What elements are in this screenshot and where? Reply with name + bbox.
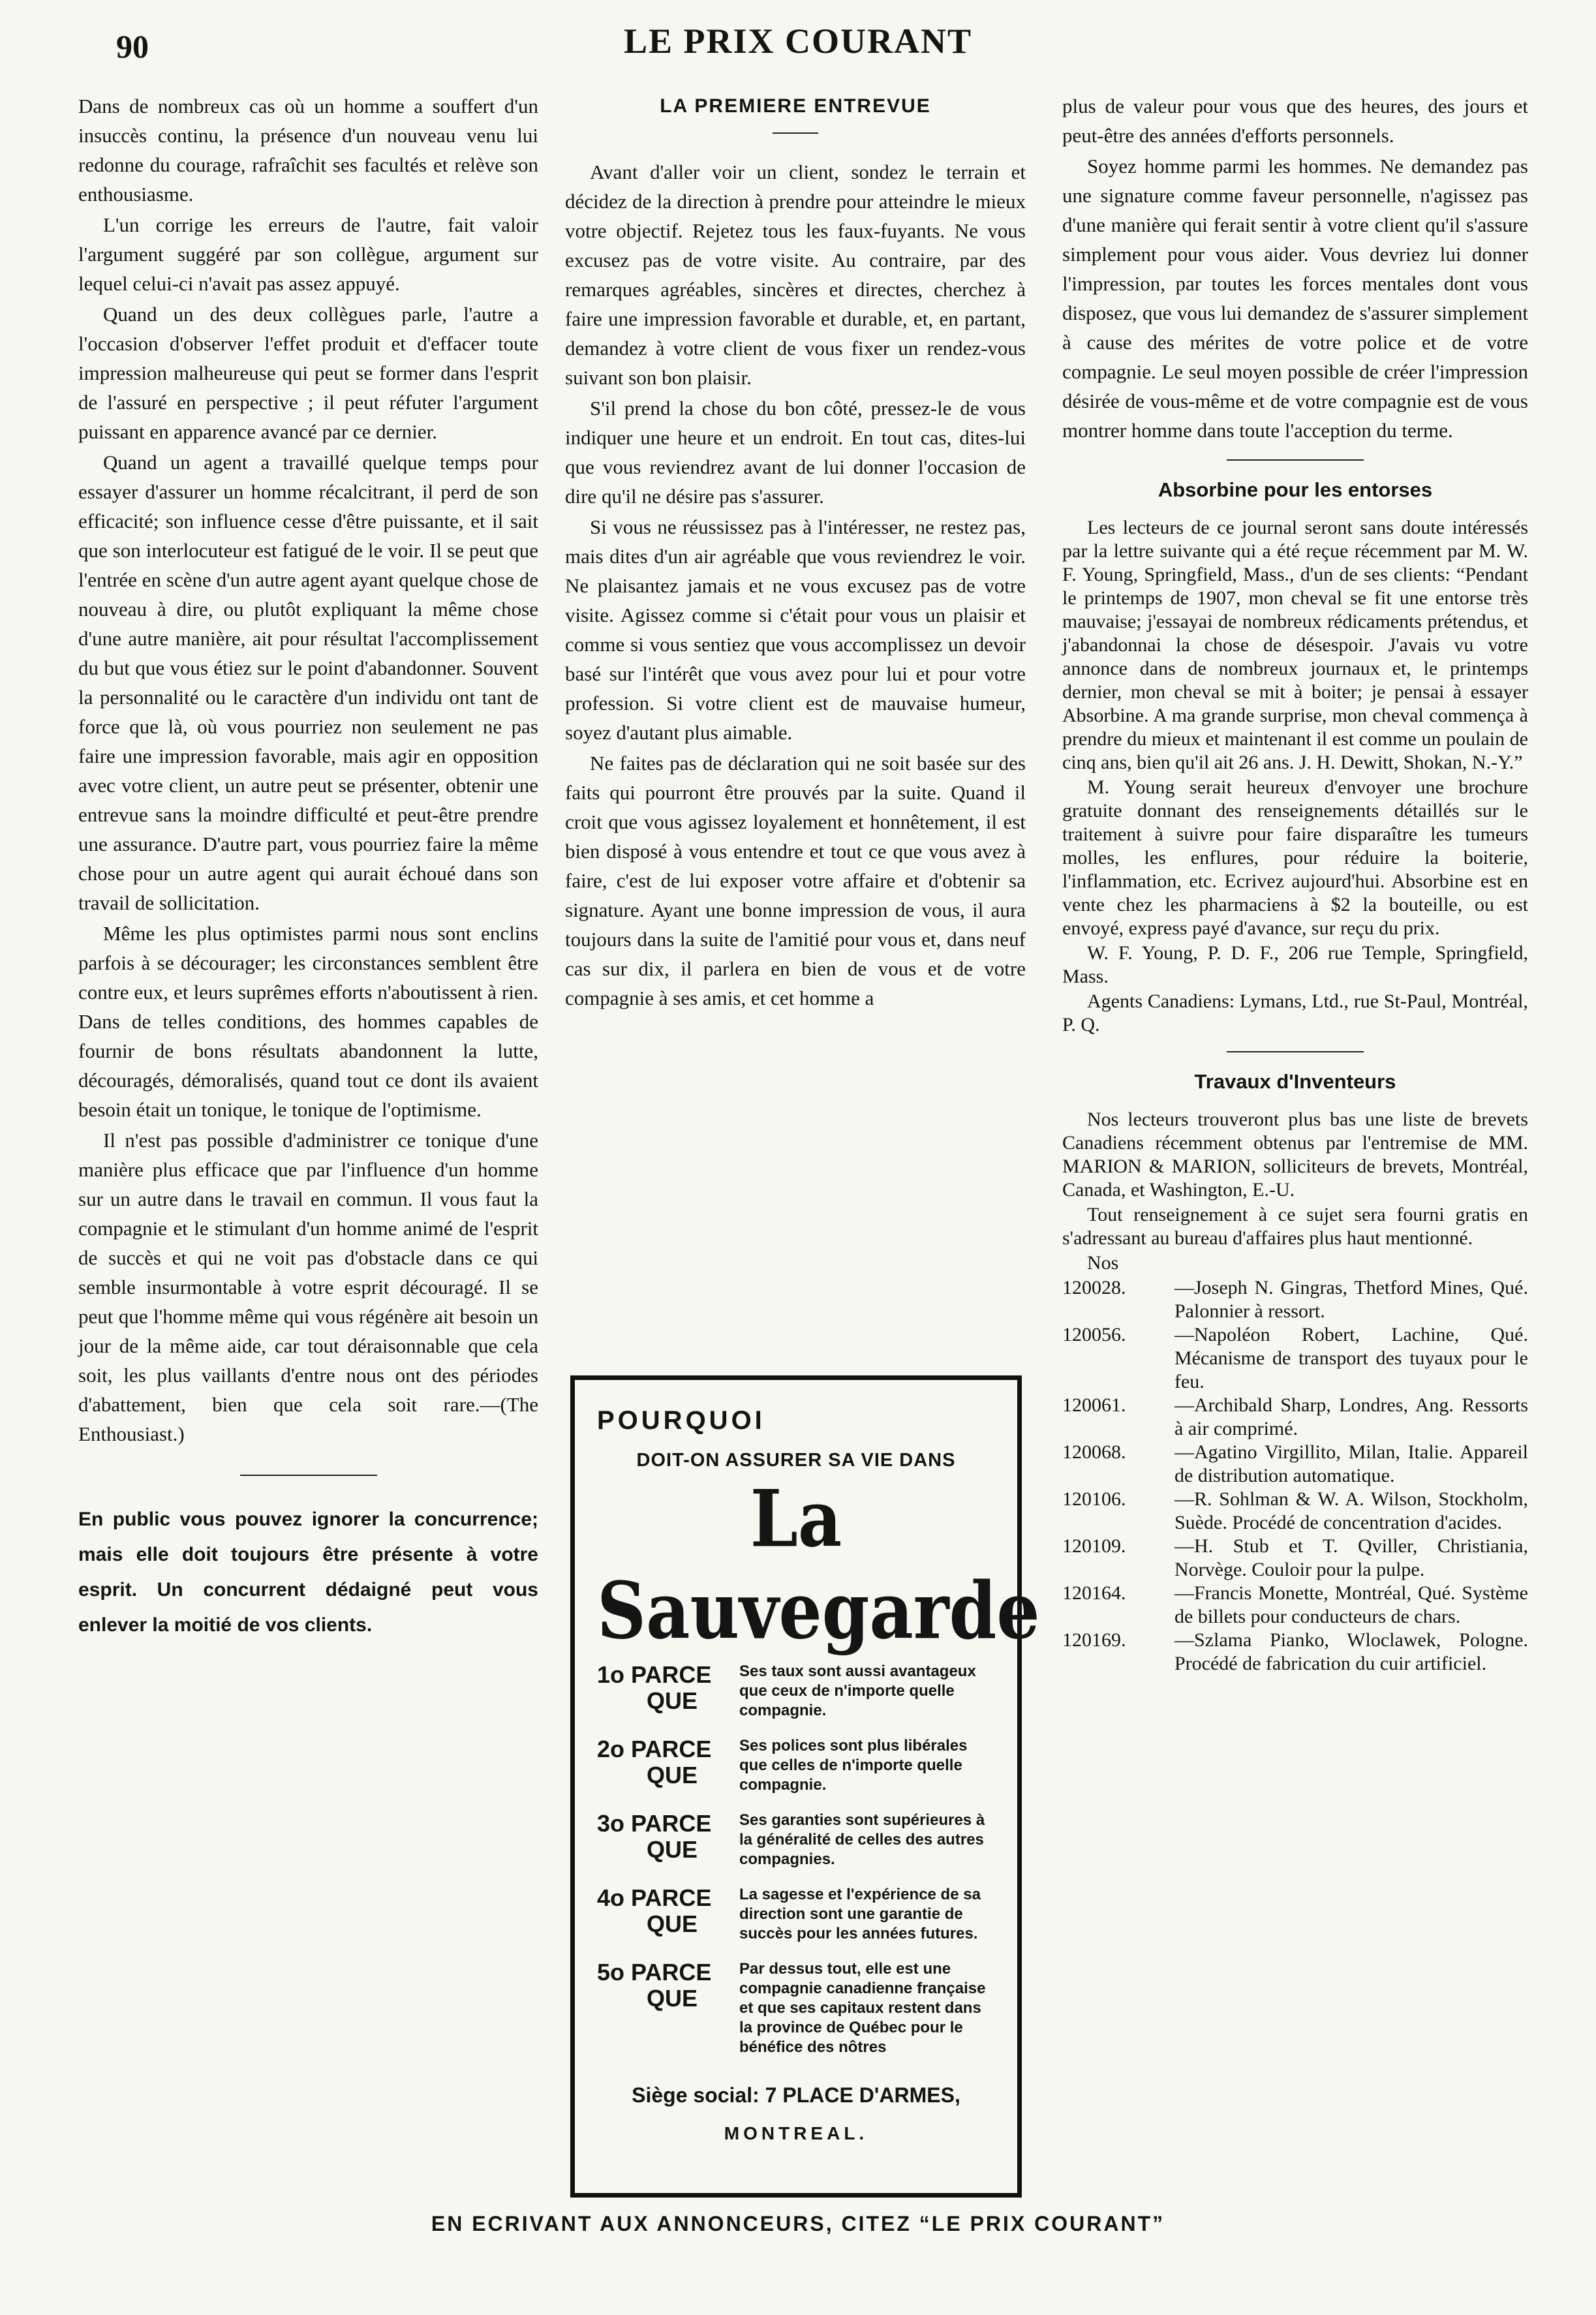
article-paragraph: Nos lecteurs trouveront plus bas une liste de brevets Canadiens récemment obtenus par l'entremise de MM. MARION & MARION, solliciteurs de brevets, Montréal, Canada, et Washington, E.-U. — [1062, 1109, 1528, 1201]
reason-que: QUE — [647, 1910, 698, 1937]
article-paragraph: Il n'est pas possible d'administrer ce tonique d'une manière plus efficace que par l'influence d'un homme sur un autre dans le travail en commun. Il vous faut la compagnie et le stimulant d'un homme animé de l'esprit de succès et qui ne voit pas d'obstacle dans ce qui semble insurmontable à votre esprit découragé. Il se peut que l'homme même qui vous régénère ait besoin un jour de la même aide, car tout déraisonnable que cela soit, les plus vaillants d'entre nous ont des périodes d'abattement, bien que cela soit rare.—(The Enthousiast.) — [78, 1129, 538, 1445]
reason-number: 3o PARCE — [597, 1810, 712, 1837]
section-divider — [240, 1475, 377, 1476]
ad-reason — [597, 1736, 995, 1795]
page-footer: EN ECRIVANT AUX ANNONCEURS, CITEZ “LE PRIX COURANT” — [431, 2212, 1165, 2235]
patent-entry — [1062, 1323, 1528, 1394]
patent-entry — [1062, 1582, 1528, 1629]
ad-reason — [597, 1959, 995, 2057]
article-paragraph: Quand un agent a travaillé quelque temps pour essayer d'assurer un homme récalcitrant, il perd de son efficacité; son influence cesse d'être puissante, et il sait que son interlocuteur est fatigué de le voir. Il se peut que l'entrée en scène d'un autre agent ayant quelque chose de nouveau à dire, ou plutôt expliquant la même chose d'une autre manière, ait pour résultat l'accomplissement du but que vous étiez sur le point d'abandonner. Souvent la personnalité ou le caractère d'un individu ont tant de force que là, où vous pourriez non seulement ne pas faire une impression favorable, mais agir en opposition avec votre client, un autre peut se présenter, obtenir une entrevue sans la moindre difficulté et peut-être prendre une assurance. D'autre part, vous pourriez faire la même chose pour un autre agent qui aurait échoué dans son travail de sollicitation. — [78, 451, 538, 914]
patent-description: —H. Stub et T. Qviller, Christiania, Norvège. Couloir pour la pulpe. — [1174, 1535, 1528, 1580]
page-header — [0, 18, 1596, 70]
patent-number: 120164. — [1062, 1582, 1126, 1604]
article-paragraph: Même les plus optimistes parmi nous sont enclins parfois à se décourager; les circonstances semblent être contre eux, et leurs suprêmes efforts n'aboutissent à rien. Dans de telles conditions, des hommes capables de fournir de bons résultats abandonnent la lutte, découragés, démoralisés, quand tout ce dont ils avaient besoin était un tonique, le tonique de l'optimisme. — [78, 922, 538, 1121]
reason-que: QUE — [647, 1687, 698, 1714]
reason-text: La sagesse et l'expérience de sa direction sont une garantie de succès pour les années futures. — [739, 1886, 981, 1942]
travaux-article — [1062, 1108, 1528, 1275]
nos-label: Nos — [1087, 1252, 1119, 1274]
patent-number: 120061. — [1062, 1394, 1126, 1416]
patent-description: —Agatino Virgillito, Milan, Italie. Appareil de distribution automatique. — [1174, 1441, 1528, 1486]
article-paragraph: Agents Canadiens: Lymans, Ltd., rue St-Paul, Montréal, P. Q. — [1062, 990, 1528, 1035]
patent-entry — [1062, 1276, 1528, 1323]
reason-que: QUE — [647, 1762, 698, 1788]
patent-description: —Szlama Pianko, Wloclawek, Pologne. Procédé de fabrication du cuir artificiel. — [1174, 1629, 1528, 1674]
article-paragraph: Ne faites pas de déclaration qui ne soit basée sur des faits qui pourront être prouvés par la suite. Quand il croit que vous agissez loyalement et honnêtement, il est bien disposé à vous entendre et tout ce que vous avez à faire, c'est de lui exposer votre affaire et d'obtenir sa signature. Ayant une bonne impression de vous, il aura toujours dans la suite de l'amitié pour vous et, dans neuf cas sur dix, il parlera en bien de vous et de votre compagnie à ses amis, et cet homme a — [565, 752, 1026, 1009]
article-paragraph: L'un corrige les erreurs de l'autre, fait valoir l'argument suggéré par son collègue, argument sur lequel celui-ci n'avait pas assez appuyé. — [78, 213, 538, 295]
absorbine-article — [1062, 516, 1528, 1037]
article-paragraph: S'il prend la chose du bon côté, pressez-le de vous indiquer une heure et un endroit. En tout cas, dites-lui que vous reviendrez avant de lui donner l'occasion de dire qu'il ne désire pas s'assurer. — [565, 397, 1026, 508]
ad-reason — [597, 1662, 995, 1721]
reason-text: Ses polices sont plus libérales que celles de n'importe quelle compagnie. — [739, 1737, 968, 1794]
patent-description: —R. Sohlman & W. A. Wilson, Stockholm, Suède. Procédé de concentration d'acides. — [1174, 1488, 1528, 1533]
ad-reason — [597, 1885, 995, 1944]
absorbine-title: Absorbine pour les entorses — [1158, 478, 1433, 501]
column-right — [1062, 91, 1528, 1676]
reason-text: Ses taux sont aussi avantageux que ceux de n'importe quelle compagnie. — [739, 1663, 976, 1719]
patent-number: 120109. — [1062, 1535, 1126, 1557]
patent-description: —Joseph N. Gingras, Thetford Mines, Qué. Palonnier à ressort. — [1174, 1277, 1528, 1322]
concurrence-callout: En public vous pouvez ignorer la concurrence; mais elle doit toujours être présente à votre esprit. Un concurrent dédaigné peut vous enlever la moitié de vos clients. — [78, 1509, 538, 1636]
article-paragraph: Les lecteurs de ce journal seront sans doute intéressés par la lettre suivante qui a été reçue récemment par M. W. F. Young, Springfield, Mass., d'un de ses clients: “Pendant le printemps de 1907, mon cheval se fit une entorse très mauvaise; j'essayai de nombreux rédicaments prétendus, et j'abandonnai la chose de désespoir. J'avais vu votre annonce dans de nombreux journaux et, le printemps dernier, mon cheval se mit à boiter; je pensai à essayer Absorbine. A ma grande surprise, mon cheval commença à prendre du mieux et maintenant il est comme un poulain de cinq ans, bien qu'il ait 26 ans. J. H. Dewitt, Shokan, N.-Y.” — [1062, 517, 1528, 773]
article-title: LA PREMIERE ENTREVUE — [660, 95, 931, 117]
article-paragraph: Dans de nombreux cas où un homme a souffert d'un insuccès continu, la présence d'un nouveau venu lui redonne du courage, rafraîchit ses facultés et relève son enthousiasme. — [78, 95, 538, 206]
patent-number: 120028. — [1062, 1277, 1126, 1298]
title-divider — [773, 132, 818, 134]
ad-brand-name: La Sauvegarde — [597, 1472, 1040, 1657]
patent-number: 120068. — [1062, 1441, 1126, 1463]
patent-number: 120056. — [1062, 1324, 1126, 1345]
reason-number: 1o PARCE — [597, 1661, 712, 1688]
sauvegarde-advertisement — [570, 1375, 1040, 2198]
travaux-title: Travaux d'Inventeurs — [1194, 1070, 1396, 1093]
patent-number: 120106. — [1062, 1488, 1126, 1510]
column-middle — [565, 91, 1026, 1014]
patent-description: —Archibald Sharp, Londres, Ang. Ressorts à air comprimé. — [1174, 1394, 1528, 1439]
patent-entry — [1062, 1629, 1528, 1676]
reason-text: Par dessus tout, elle est une compagnie canadienne française et que ses capitaux restent dans la province de Québec pour le bénéfice des nôtres — [739, 1960, 986, 2056]
ad-reason — [597, 1811, 995, 1869]
masthead-title: LE PRIX COURANT — [623, 22, 973, 61]
section-divider — [1227, 459, 1364, 461]
reason-que: QUE — [647, 1836, 698, 1863]
patent-number: 120169. — [1062, 1629, 1126, 1651]
article-paragraph: Soyez homme parmi les hommes. Ne demandez pas une signature comme faveur personnelle, n'agissez pas d'une manière qui ferait sentir à votre client qu'il s'assure simplement pour vous aider. Vous devriez lui donner l'impression, par toutes les forces mentales dont vous disposez, que vous lui demandez de s'assurer simplement à cause des mérites de votre police et de votre compagnie. Le seul moyen possible de créer l'impression désirée de vous-même et de votre compagnie est de vous montrer homme dans toute l'acception du terme. — [1062, 155, 1528, 442]
column-left — [78, 91, 538, 1643]
patent-description: —Francis Monette, Montréal, Qué. Système de billets pour conducteurs de chars. — [1174, 1582, 1528, 1627]
ad-head-office: Siège social: 7 PLACE D'ARMES, — [632, 2083, 960, 2107]
patent-entry — [1062, 1488, 1528, 1535]
article-paragraph: Tout renseignement à ce sujet sera fourni gratis en s'adressant au bureau d'affaires plus haut mentionné. — [1062, 1204, 1528, 1249]
ad-question: DOIT-ON ASSURER SA VIE DANS — [636, 1450, 956, 1471]
patent-entry — [1062, 1535, 1528, 1582]
reason-number: 5o PARCE — [597, 1959, 712, 1985]
article-paragraph: Avant d'aller voir un client, sondez le terrain et décidez de la direction à prendre pour atteindre le mieux votre objectif. Rejetez tous les faux-fuyants. Ne vous excusez pas de votre visite. Au contraire, par des remarques agréables, sincères et directes, cherchez à faire une impression favorable et durable, et, en partant, demandez à votre client de vous fixer un rendez-vous suivant son bon plaisir. — [565, 161, 1026, 389]
section-divider — [1227, 1051, 1364, 1052]
patent-entry — [1062, 1394, 1528, 1441]
article-paragraph: plus de valeur pour vous que des heures, des jours et peut-être des années d'efforts personnels. — [1062, 95, 1528, 147]
reason-que: QUE — [647, 1985, 698, 2012]
patent-entry — [1062, 1441, 1528, 1488]
reason-number: 4o PARCE — [597, 1884, 712, 1911]
article-paragraph: M. Young serait heureux d'envoyer une brochure gratuite donnant des renseignements détaillés sur le traitement à suivre pour faire disparaître les tumeurs molles, les enflures, pour réduire la boiterie, l'inflammation, etc. Ecrivez aujourd'hui. Absorbine est en vente chez les pharmaciens à $2 la bouteille, ou est envoyé, express payé d'avance, sur reçu du prix. — [1062, 776, 1528, 939]
article-paragraph: Quand un des deux collègues parle, l'autre a l'occasion d'observer l'effet produit et d'effacer toute impression malheureuse qui peut se former dans l'esprit de l'assuré en perspective ; il peut réfuter l'argument puissant en apparence avancé par ce dernier. — [78, 303, 538, 443]
ad-pourquoi: POURQUOI — [597, 1406, 765, 1435]
reason-text: Ses garanties sont supérieures à la généralité de celles des autres compagnies. — [739, 1811, 985, 1868]
reason-number: 2o PARCE — [597, 1736, 712, 1762]
page-number: 90 — [116, 28, 149, 65]
ad-city: MONTREAL. — [724, 2123, 868, 2143]
article-paragraph: W. F. Young, P. D. F., 206 rue Temple, Springfield, Mass. — [1062, 942, 1528, 987]
patent-description: —Napoléon Robert, Lachine, Qué. Mécanisme de transport des tuyaux pour le feu. — [1174, 1324, 1528, 1392]
article-paragraph: Si vous ne réussissez pas à l'intéresser, ne restez pas, mais dites d'un air agréable que vous reviendrez le voir. Ne plaisantez jamais et ne vous excusez pas de votre visite. Agissez comme si c'était pour vous un plaisir et comme si vous sentiez que vous accomplissez un devoir basé sur l'intérêt que vous avez pour lui et pour votre profession. Si votre client est de mauvaise humeur, soyez d'autant plus aimable. — [565, 515, 1026, 744]
